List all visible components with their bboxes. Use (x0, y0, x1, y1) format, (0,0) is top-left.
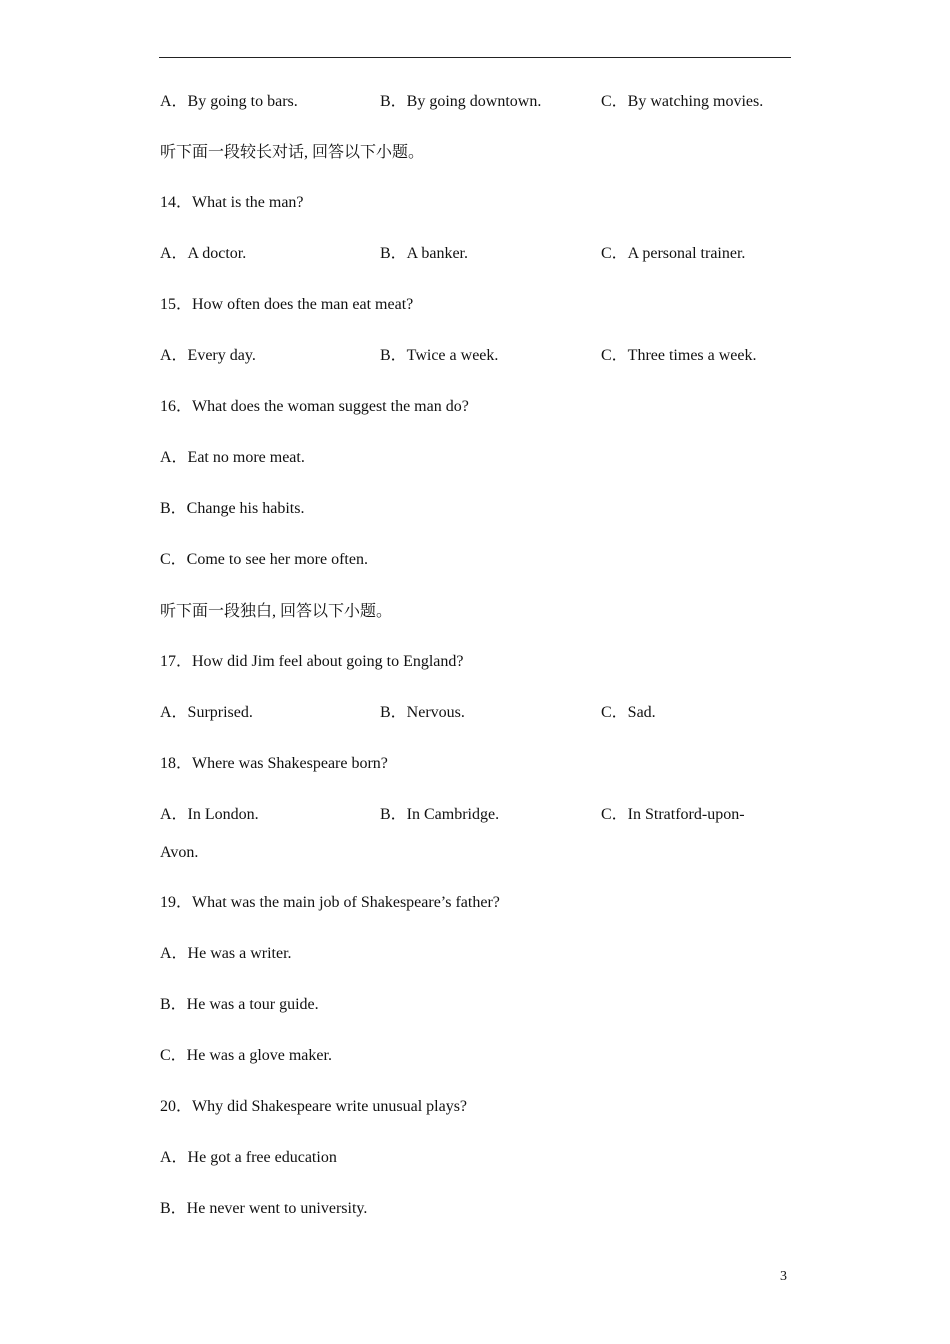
q18-option-b: B．In Cambridge. (380, 806, 500, 823)
header-rule (159, 57, 791, 58)
q18-option-c-continued: Avon. (160, 844, 199, 861)
q13-option-b: B．By going downtown. (380, 93, 542, 110)
q19-option-b: B．He was a tour guide. (160, 996, 319, 1013)
q14-option-c: C．A personal trainer. (601, 245, 746, 262)
q19-option-a: A．He was a writer. (160, 945, 292, 962)
q15-question: 15．How often does the man eat meat? (160, 296, 414, 313)
q20-option-a: A．He got a free education (160, 1149, 337, 1166)
q18-option-c: C．In Stratford-upon- (601, 806, 745, 823)
q17-option-c: C．Sad. (601, 704, 656, 721)
q14-option-b: B．A banker. (380, 245, 468, 262)
q15-option-a: A．Every day. (160, 347, 256, 364)
q18-question: 18．Where was Shakespeare born? (160, 755, 388, 772)
q15-option-c: C．Three times a week. (601, 347, 757, 364)
q15-option-b: B．Twice a week. (380, 347, 499, 364)
q14-question: 14．What is the man? (160, 194, 304, 211)
q17-option-a: A．Surprised. (160, 704, 253, 721)
q16-option-c: C．Come to see her more often. (160, 551, 368, 568)
q13-option-a: A．By going to bars. (160, 93, 298, 110)
q18-option-a: A．In London. (160, 806, 259, 823)
page-number: 3 (780, 1269, 787, 1284)
section-monologue-intro: 听下面一段独白, 回答以下小题。 (160, 603, 393, 620)
q17-option-b: B．Nervous. (380, 704, 465, 721)
q16-option-a: A．Eat no more meat. (160, 449, 305, 466)
q20-question: 20．Why did Shakespeare write unusual plays? (160, 1098, 468, 1115)
q19-question: 19．What was the main job of Shakespeare’s father? (160, 894, 500, 911)
q20-option-b: B．He never went to university. (160, 1200, 368, 1217)
q17-question: 17．How did Jim feel about going to England? (160, 653, 464, 670)
q19-option-c: C．He was a glove maker. (160, 1047, 332, 1064)
section-dialogue-intro: 听下面一段较长对话, 回答以下小题。 (160, 144, 425, 161)
q16-option-b: B．Change his habits. (160, 500, 305, 517)
q14-option-a: A．A doctor. (160, 245, 247, 262)
q13-option-c: C．By watching movies. (601, 93, 764, 110)
q16-question: 16．What does the woman suggest the man do? (160, 398, 469, 415)
